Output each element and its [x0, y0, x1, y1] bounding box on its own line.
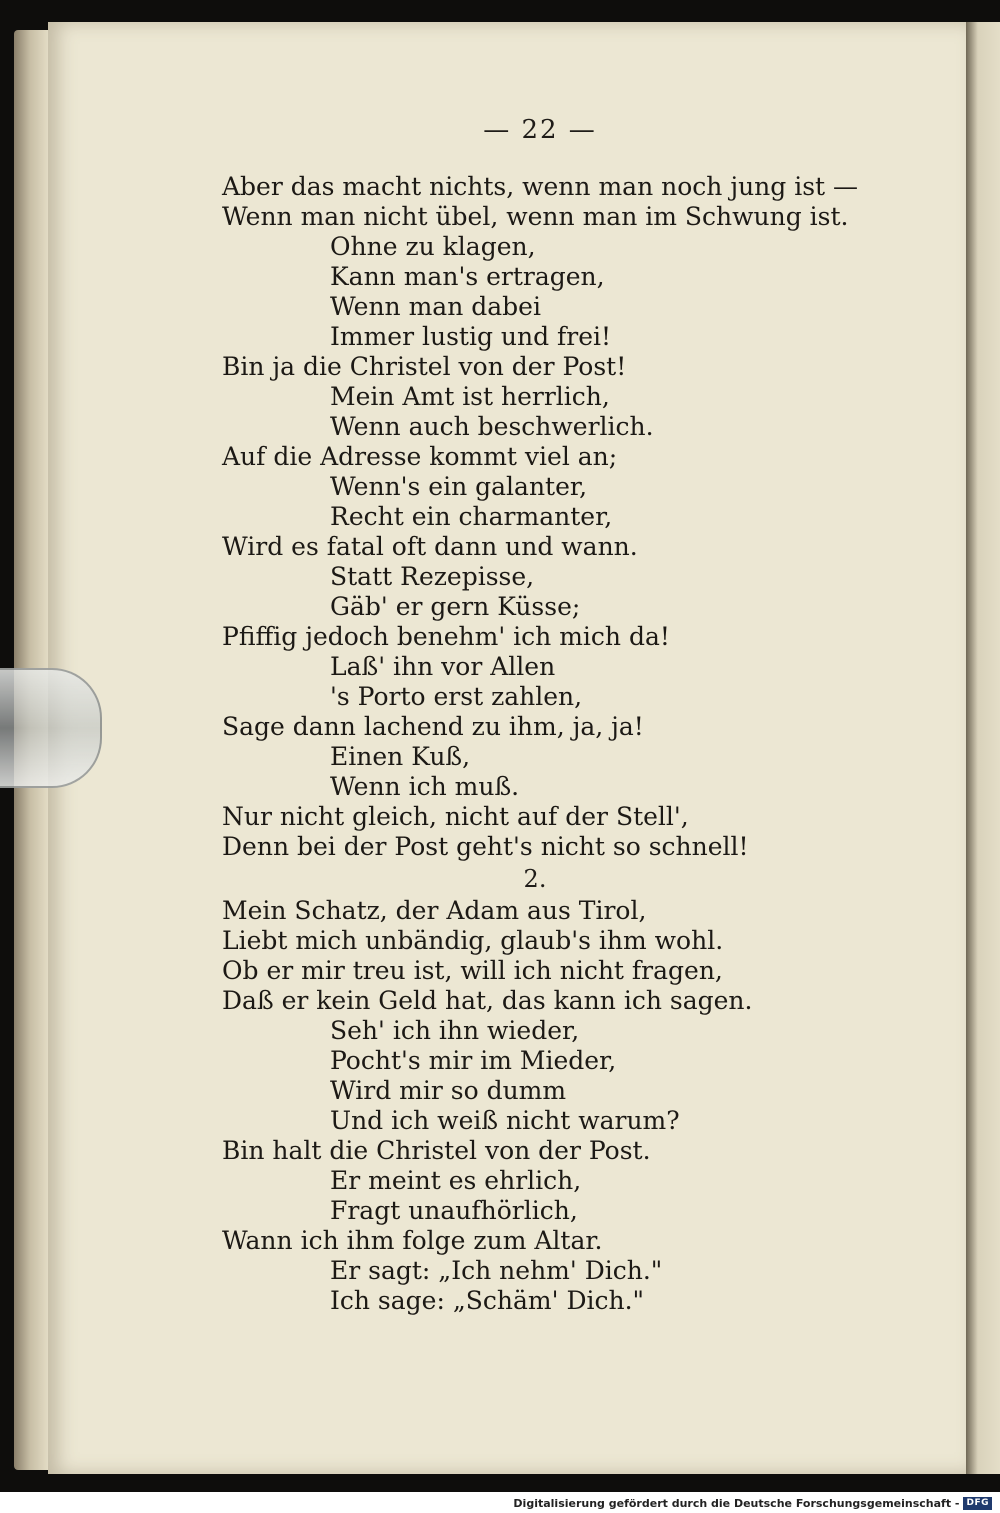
verse-line: Sage dann lachend zu ihm, ja, ja!	[222, 712, 644, 741]
verse-line: Er meint es ehrlich,	[330, 1166, 582, 1195]
verse-line: 's Porto erst zahlen,	[330, 682, 583, 711]
verse-line: Bin ja die Christel von der Post!	[222, 352, 627, 381]
verse-line: Seh' ich ihn wieder,	[330, 1016, 580, 1045]
verse-line: Statt Rezepisse,	[330, 562, 535, 591]
verse-number: 2.	[523, 865, 547, 893]
verse-line: Daß er kein Geld hat, das kann ich sagen.	[222, 986, 753, 1015]
verse-one	[222, 172, 862, 862]
page-number: — 22 —	[483, 115, 597, 145]
verse-line: Wenn man nicht übel, wenn man im Schwung ist.	[222, 202, 849, 231]
verse-line: Mein Amt ist herrlich,	[330, 382, 610, 411]
verse-line: Gäb' er gern Küsse;	[330, 592, 581, 621]
verse-line: Recht ein charmanter,	[330, 502, 613, 531]
credit-text: Digitalisierung gefördert durch die Deutsche Forschungsgemeinschaft -	[513, 1497, 960, 1510]
facing-page-edge	[966, 22, 1000, 1474]
verse-line: Ich sage: „Schäm' Dich."	[330, 1286, 645, 1315]
verse-line: Pocht's mir im Mieder,	[330, 1046, 617, 1075]
verse-line: Wann ich ihm folge zum Altar.	[222, 1226, 603, 1255]
scanner-clip	[0, 668, 102, 788]
verse-line: Auf die Adresse kommt viel an;	[222, 442, 618, 471]
verse-line: Wenn ich muß.	[330, 772, 520, 801]
verse-line: Wird es fatal oft dann und wann.	[222, 532, 638, 561]
verse-line: Bin halt die Christel von der Post.	[222, 1136, 651, 1165]
verse-line: Nur nicht gleich, nicht auf der Stell',	[222, 802, 689, 831]
digitization-credit	[513, 1494, 992, 1513]
verse-line: Und ich weiß nicht warum?	[330, 1106, 680, 1135]
verse-line: Pfiffig jedoch benehm' ich mich da!	[222, 622, 670, 651]
verse-line: Wird mir so dumm	[330, 1076, 567, 1105]
verse-line: Ohne zu klagen,	[330, 232, 536, 261]
verse-line: Er sagt: „Ich nehm' Dich."	[330, 1256, 663, 1285]
verse-two	[222, 896, 862, 1316]
verse-line: Aber das macht nichts, wenn man noch jung ist —	[222, 172, 859, 201]
verse-line: Denn bei der Post geht's nicht so schnell!	[222, 832, 749, 861]
verse-line: Fragt unaufhörlich,	[330, 1196, 578, 1225]
verse-line: Wenn auch beschwerlich.	[330, 412, 654, 441]
verse-line: Immer lustig und frei!	[330, 322, 612, 351]
verse-line: Wenn man dabei	[330, 292, 541, 321]
verse-line: Einen Kuß,	[330, 742, 471, 771]
verse-line: Wenn's ein galanter,	[330, 472, 588, 501]
dfg-logo: DFG	[963, 1497, 992, 1510]
verse-line: Kann man's ertragen,	[330, 262, 605, 291]
verse-line: Liebt mich unbändig, glaub's ihm wohl.	[222, 926, 724, 955]
verse-line: Ob er mir treu ist, will ich nicht fragen,	[222, 956, 723, 985]
verse-line: Mein Schatz, der Adam aus Tirol,	[222, 896, 647, 925]
verse-line: Laß' ihn vor Allen	[330, 652, 556, 681]
